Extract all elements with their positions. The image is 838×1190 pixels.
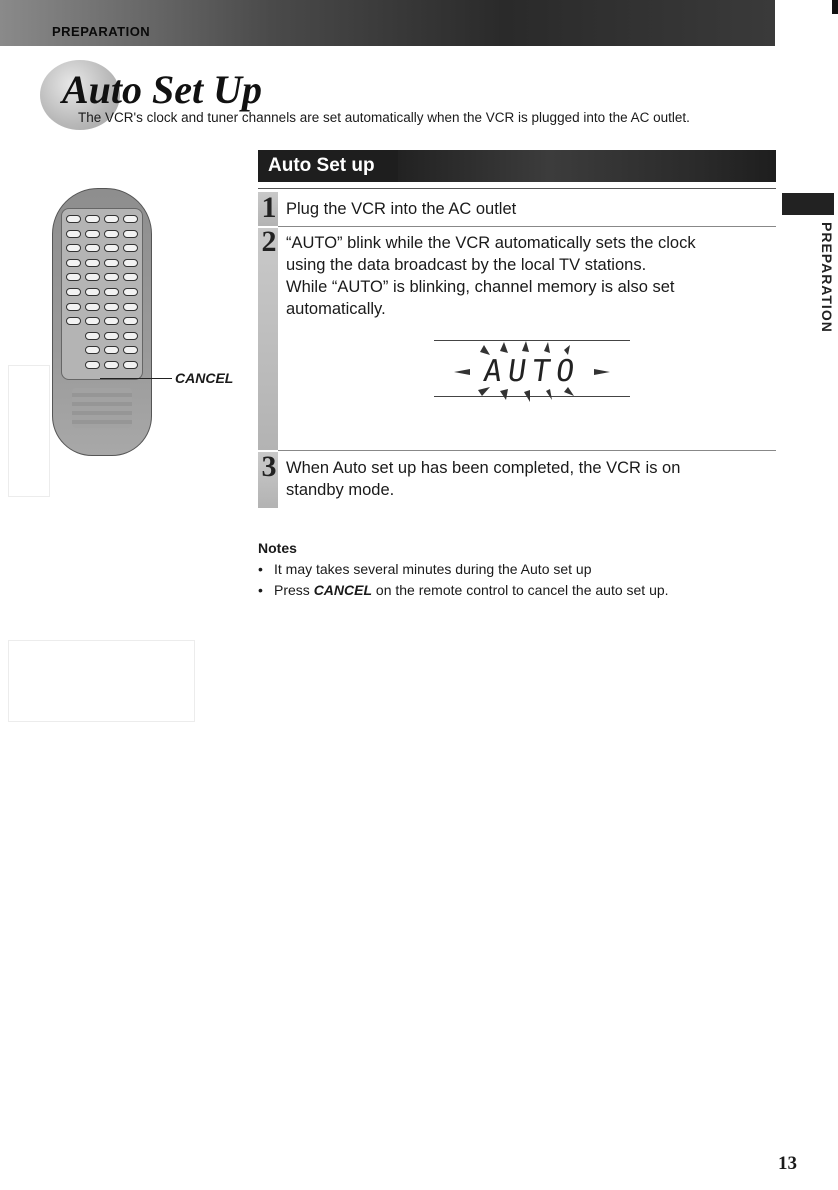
- scan-ghost: [8, 640, 195, 722]
- header-band: [0, 0, 775, 46]
- step-line: standby mode.: [286, 481, 395, 499]
- remote-key: [85, 215, 100, 223]
- remote-key: [104, 288, 119, 296]
- step-3-number: 3: [261, 450, 277, 483]
- section-heading-fade: [398, 150, 776, 182]
- note-text: Press: [274, 582, 314, 598]
- note-text: It may takes several minutes during the Auto set up: [274, 561, 592, 577]
- remote-key: [123, 303, 138, 311]
- remote-control-illustration: [52, 188, 152, 456]
- remote-key: [66, 273, 81, 281]
- step-line: automatically.: [286, 300, 386, 318]
- step-2-marker-bar: [258, 228, 278, 450]
- section-label: PREPARATION: [52, 24, 151, 39]
- blink-rays: [434, 340, 630, 402]
- divider: [278, 450, 776, 451]
- remote-key: [123, 259, 138, 267]
- remote-key: [104, 361, 119, 369]
- divider: [258, 188, 776, 189]
- remote-key: [123, 317, 138, 325]
- step-line: Plug the VCR into the AC outlet: [286, 200, 517, 218]
- remote-key: [66, 230, 81, 238]
- step-line: “AUTO” blink while the VCR automatically sets the clock: [286, 234, 696, 252]
- divider: [278, 226, 776, 227]
- intro-text: The VCR's clock and tuner channels are set automatically when the VCR is plugged into the AC outlet.: [78, 110, 690, 125]
- remote-key: [85, 361, 100, 369]
- remote-key: [66, 317, 81, 325]
- scan-ghost: [8, 365, 50, 497]
- step-1-number: 1: [261, 191, 277, 224]
- remote-key: [104, 230, 119, 238]
- remote-key: [104, 273, 119, 281]
- remote-key: [85, 317, 100, 325]
- step-line: When Auto set up has been completed, the VCR is on: [286, 459, 681, 477]
- remote-key: [123, 361, 138, 369]
- remote-keypad: [61, 208, 143, 380]
- remote-key: [66, 303, 81, 311]
- remote-key: [123, 244, 138, 252]
- remote-key: [123, 215, 138, 223]
- side-tab-marker: [782, 193, 834, 215]
- remote-key: [104, 259, 119, 267]
- remote-key: [66, 288, 81, 296]
- side-tab-label: PREPARATION: [819, 222, 835, 333]
- remote-lower-grille: [72, 388, 132, 428]
- remote-key: [104, 215, 119, 223]
- remote-key: [123, 273, 138, 281]
- remote-key: [66, 215, 81, 223]
- remote-key: [123, 230, 138, 238]
- remote-key: [104, 346, 119, 354]
- cancel-callout-label: CANCEL: [175, 370, 234, 386]
- remote-key: [85, 288, 100, 296]
- cancel-callout-line: [100, 378, 172, 379]
- remote-key: [85, 230, 100, 238]
- remote-key: [104, 317, 119, 325]
- remote-key: [104, 303, 119, 311]
- page-number: 13: [778, 1153, 797, 1174]
- remote-key: [85, 259, 100, 267]
- remote-key: [85, 244, 100, 252]
- page-title: Auto Set Up: [62, 67, 263, 112]
- remote-key: [104, 332, 119, 340]
- remote-key: [123, 346, 138, 354]
- remote-key: [66, 259, 81, 267]
- remote-key: [85, 303, 100, 311]
- remote-key: [85, 346, 100, 354]
- step-line: using the data broadcast by the local TV stations.: [286, 256, 647, 274]
- step-1-text: [286, 198, 516, 220]
- auto-display-illustration: [434, 340, 630, 402]
- display-text: AUTO: [481, 354, 583, 389]
- note-text: on the remote control to cancel the auto set up.: [372, 582, 669, 598]
- step-2-number: 2: [261, 225, 277, 258]
- section-heading: Auto Set up: [268, 155, 375, 176]
- note-item: [258, 559, 669, 580]
- step-3-text: [286, 457, 680, 501]
- remote-key: [123, 288, 138, 296]
- corner-mark: [832, 0, 838, 14]
- section-heading-bar: [258, 150, 776, 182]
- notes-list: [258, 559, 669, 601]
- step-2-text: [286, 232, 696, 320]
- remote-key: [104, 244, 119, 252]
- remote-key: [123, 332, 138, 340]
- step-line: While “AUTO” is blinking, channel memory is also set: [286, 278, 675, 296]
- note-item: [258, 580, 669, 601]
- remote-key: [66, 244, 81, 252]
- note-emphasis: CANCEL: [313, 582, 373, 598]
- remote-key: [85, 332, 100, 340]
- notes-title: Notes: [258, 540, 297, 556]
- remote-key: [85, 273, 100, 281]
